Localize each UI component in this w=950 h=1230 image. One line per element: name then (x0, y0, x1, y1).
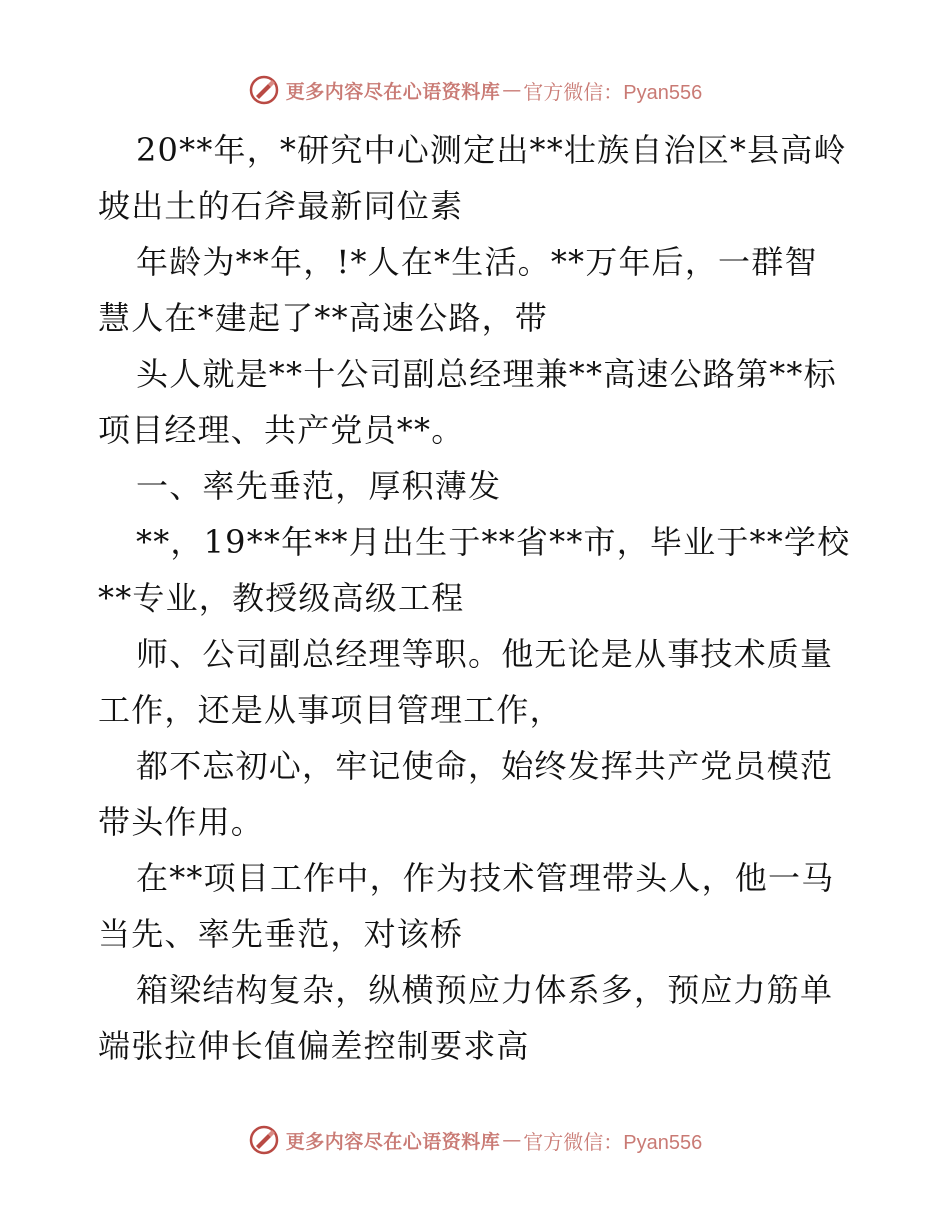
text-line: 师、公司副总经理等职。他无论是从事技术质量 (136, 635, 834, 673)
text-line: 在**项目工作中，作为技术管理带头人，他一马 (136, 859, 835, 897)
watermark-footer (0, 1120, 950, 1160)
watermark-title: 更多内容尽在心语资料库 (285, 1130, 501, 1153)
text-line: 慧人在*建起了**高速公路，带 (98, 299, 549, 337)
text-line: 头人就是**十公司副总经理兼**高速公路第**标 (136, 355, 837, 393)
text-line: 年龄为**年，!*人在*生活。**万年后，一群智 (136, 243, 818, 281)
text-line: **专业，教授级高级工程 (98, 579, 465, 617)
pen-logo-icon (248, 74, 280, 106)
text-line: 20**年，*研究中心测定出**壮族自治区*县高岭 (136, 131, 847, 169)
watermark-title: 更多内容尽在心语资料库 (285, 80, 501, 103)
document-body (98, 122, 858, 1074)
text-line: 项目经理、共产党员**。 (98, 411, 465, 449)
text-line: **，19**年**月出生于**省**市，毕业于**学校 (136, 523, 851, 561)
watermark-dash: — (502, 1129, 522, 1151)
text-line: 坡出土的石斧最新同位素 (98, 187, 464, 225)
text-line: 端张拉伸长值偏差控制要求高 (98, 1027, 530, 1065)
watermark-dash: — (502, 79, 522, 101)
text-line: 工作，还是从事项目管理工作， (98, 691, 563, 729)
watermark-header (0, 70, 950, 110)
watermark-contact: 官方微信：Pyan556 (523, 81, 703, 104)
text-line: 一、率先垂范，厚积薄发 (136, 467, 502, 505)
text-line: 箱梁结构复杂，纵横预应力体系多，预应力筋单 (136, 971, 834, 1009)
text-line: 当先、率先垂范，对该桥 (98, 915, 464, 953)
pen-logo-icon (248, 1124, 280, 1156)
text-line: 都不忘初心，牢记使命，始终发挥共产党员模范 (136, 747, 834, 785)
text-line: 带头作用。 (98, 803, 265, 841)
watermark-contact: 官方微信：Pyan556 (523, 1131, 703, 1154)
